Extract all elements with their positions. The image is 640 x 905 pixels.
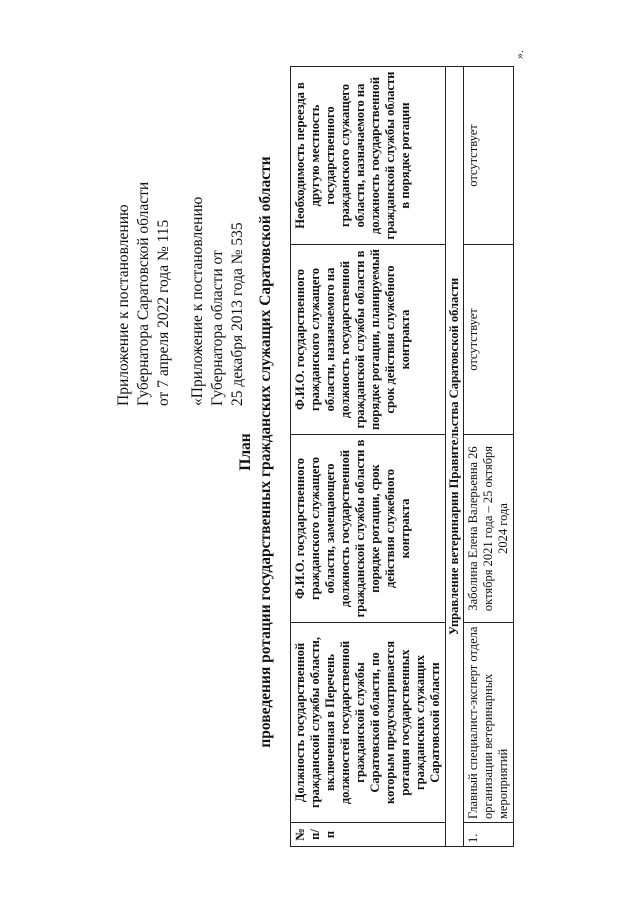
section-title: Управление ветеринарии Правительства Саратовской области — [446, 67, 464, 847]
header-number: № п/п — [291, 823, 446, 847]
section-row — [446, 67, 464, 847]
appendix-prev-line-1: «Приложение к постановлению — [189, 196, 206, 406]
row-appointed-employee: отсутствует — [464, 245, 514, 435]
appendix-prev-line-2: Губернатора области от — [209, 250, 226, 406]
document-title — [236, 22, 276, 882]
closing-quote: ». — [512, 50, 526, 59]
rotation-plan-table — [290, 66, 514, 847]
title-line-2: проведения ротации государственных гражданских служащих Саратовской области — [257, 156, 274, 748]
appendix-line-2: Губернатора Саратовской области — [135, 181, 152, 406]
header-relocation: Необходимость переезда в другую местность государственного гражданского служащего области, назначаемого на должность государственной гражданской службы области в порядке ротации — [291, 67, 446, 245]
table-header-row — [291, 67, 446, 847]
title-line-1: План — [237, 433, 254, 471]
row-number: 1. — [464, 823, 514, 847]
rotated-document-page — [40, 22, 600, 882]
appendix-block — [114, 26, 248, 406]
header-appointed-employee: Ф.И.О. государственного гражданского служащего области, назначаемого на должность государственной гражданской службы области в порядке ротации, планируемый срок действия служебного контракта — [291, 245, 446, 435]
row-position: Главный специалист-эксперт отдела организации ветеринарных мероприятий — [464, 623, 514, 823]
appendix-prev-line-3: 25 декабря 2013 года № 535 — [229, 222, 246, 406]
row-current-employee: Заболина Елена Валерьевна 26 октября 2021 года – 25 октября 2024 года — [464, 435, 514, 623]
table-row — [464, 67, 514, 847]
row-relocation: отсутствует — [464, 67, 514, 245]
appendix-line-1: Приложение к постановлению — [115, 204, 132, 406]
header-position: Должность государственной гражданской службы области, включенная в Перечень должностей государственной гражданской службы Саратовской области, по которым предусматривается ротация государственных гражданских служащих Саратовской области — [291, 623, 446, 823]
appendix-line-3: от 7 апреля 2022 года № 115 — [155, 219, 172, 406]
header-current-employee: Ф.И.О. государственного гражданского служащего области, замещающего должность государственной гражданской службы области в порядке ротации, срок действия служебного контракта — [291, 435, 446, 623]
